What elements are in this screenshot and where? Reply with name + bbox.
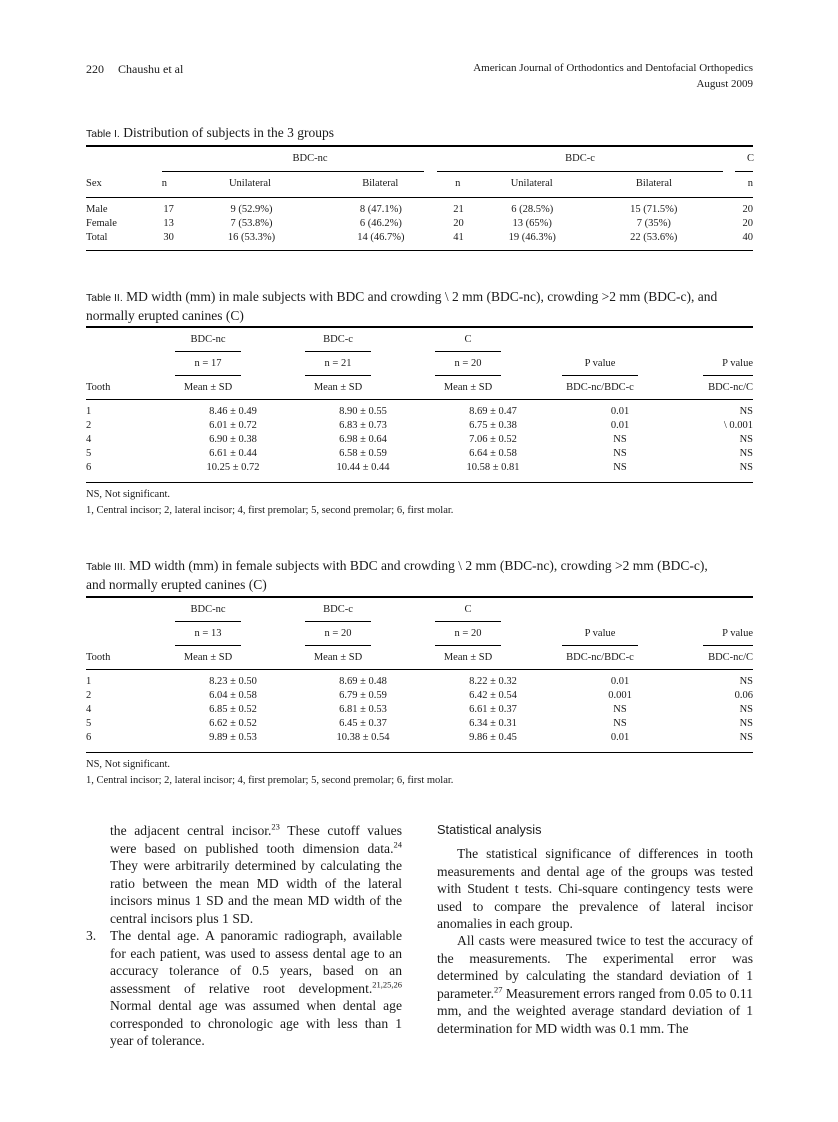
rule	[435, 351, 501, 352]
cell: 9 (52.9%)	[230, 204, 273, 215]
table-row	[82, 419, 757, 433]
text-run: All casts were measured twice to test the accuracy of the measurements. The experimental error was determined by calculating the standard deviation of 1 parameter.	[437, 933, 753, 1001]
table-row	[82, 231, 757, 245]
table3-group-bdcc: BDC-c	[323, 604, 353, 615]
cell: 20	[742, 218, 753, 229]
cell: 14 (46.7%)	[357, 232, 405, 243]
table3-tooth-head: Tooth	[86, 652, 111, 663]
cell: 4	[86, 434, 92, 445]
table1-caption	[86, 124, 334, 143]
table1-head-unilateral1: Unilateral	[228, 178, 271, 189]
cell: 6.64 ± 0.58	[469, 448, 517, 459]
citation: 24	[393, 838, 402, 849]
table-row	[82, 405, 757, 419]
table1-head-bilateral2: Bilateral	[635, 178, 673, 189]
table3-footnote-teeth: 1, Central incisor; 2, lateral incisor; 4, first premolar; 5, second premolar; 6, first molar.	[86, 775, 454, 786]
cell: 21	[453, 204, 464, 215]
table2-mean-head-3: Mean ± SD	[443, 382, 493, 393]
table2-group-bdcc: BDC-c	[323, 334, 353, 345]
table1-head-bilateral1: Bilateral	[362, 178, 399, 189]
table-row	[82, 703, 757, 717]
cell: 8.23 ± 0.50	[209, 676, 257, 687]
rule	[562, 375, 638, 376]
rule	[435, 645, 501, 646]
cell: 13 (65%)	[512, 218, 552, 229]
cell: 16 (53.3%)	[227, 232, 276, 243]
rule	[175, 375, 241, 376]
table1-group-c: C	[746, 153, 754, 164]
cell: NS	[739, 718, 753, 729]
cell: 8.22 ± 0.32	[469, 676, 517, 687]
table1-head-rule	[86, 197, 753, 198]
table2-n-c: n = 20	[454, 358, 482, 369]
table-row	[82, 731, 757, 745]
cell: 6.83 ± 0.73	[339, 420, 387, 431]
cell: 7.06 ± 0.52	[469, 434, 517, 445]
table3-top-rule	[86, 596, 753, 598]
table2-group-c: C	[464, 334, 472, 345]
cell: 9.89 ± 0.53	[209, 732, 257, 743]
list-number-3: 3.	[86, 928, 97, 943]
cell: 6	[86, 462, 92, 473]
table2-bottom-rule	[86, 482, 753, 483]
table3-head-rule	[86, 669, 753, 670]
text-run: These cutoff values were based on published tooth dimension data.	[110, 823, 402, 856]
table2-footnote-teeth: 1, Central incisor; 2, lateral incisor; 4, first premolar; 5, second premolar; 6, first molar.	[86, 505, 454, 516]
cell: 8.69 ± 0.48	[339, 676, 387, 687]
table1-title: Distribution of subjects in the 3 groups	[123, 125, 334, 140]
table2-top-rule	[86, 326, 753, 328]
cell: 6.42 ± 0.54	[469, 690, 517, 701]
table1-head-unilateral2: Unilateral	[510, 178, 553, 189]
page-number: 220	[86, 62, 104, 76]
table-row	[82, 217, 757, 231]
table-row	[82, 447, 757, 461]
cell: 6.34 ± 0.31	[469, 718, 517, 729]
cell: 6 (46.2%)	[359, 218, 402, 229]
cell: NS	[739, 732, 753, 743]
cell: NS	[739, 406, 753, 417]
rule	[175, 351, 241, 352]
text-run: Normal dental age was assumed when dental age corresponded to chronologic age with less than 1 year of tolerance.	[110, 998, 402, 1048]
table3-group-bdcnc: BDC-nc	[190, 604, 226, 615]
cell: 10.25 ± 0.72	[206, 462, 260, 473]
cell: Male	[86, 204, 108, 215]
cell: 6.45 ± 0.37	[339, 718, 387, 729]
table1-group-bdcnc: BDC-nc	[292, 153, 328, 164]
cell: NS	[613, 704, 627, 715]
table2-head-rule	[86, 399, 753, 400]
text-run: the adjacent central incisor.	[110, 823, 272, 838]
cell: 6.62 ± 0.52	[209, 718, 257, 729]
cell: 7 (35%)	[636, 218, 671, 229]
table3-mean-head-3: Mean ± SD	[443, 652, 493, 663]
cell: 20	[742, 204, 753, 215]
table1-head-sex: Sex	[86, 178, 102, 189]
table1-group-rule-3	[735, 171, 753, 172]
cell: NS	[613, 448, 627, 459]
table3-footnote-ns: NS, Not significant.	[86, 759, 170, 770]
table3-compare-head-1: BDC-nc/BDC-c	[566, 652, 634, 663]
cell: NS	[739, 462, 753, 473]
table-row	[82, 433, 757, 447]
cell: 8.46 ± 0.49	[209, 406, 257, 417]
rule	[175, 645, 241, 646]
table2-group-bdcnc: BDC-nc	[190, 334, 226, 345]
table2-body	[82, 405, 757, 475]
table3-label: Table III.	[86, 561, 126, 573]
table2-footnote-ns: NS, Not significant.	[86, 489, 170, 500]
cell: 30	[163, 232, 174, 243]
table1-head-n1: n	[161, 178, 167, 189]
cell: 13	[163, 218, 174, 229]
cell: 6.85 ± 0.52	[209, 704, 257, 715]
table2-tooth-head: Tooth	[86, 382, 111, 393]
cell: NS	[739, 434, 753, 445]
table3-mean-head-2: Mean ± SD	[313, 652, 363, 663]
rule	[562, 645, 638, 646]
table2-compare-head-2: BDC-nc/C	[708, 382, 753, 393]
running-date: August 2009	[696, 78, 753, 90]
rule	[435, 375, 501, 376]
cell: 17	[163, 204, 174, 215]
cell: 9.86 ± 0.45	[469, 732, 517, 743]
rule	[305, 351, 371, 352]
citation: 23	[271, 821, 280, 832]
text-run: The dental age. A panoramic radiograph, available for each patient, was used to assess dental age to an accuracy tolerance of 0.5 years, based on an assessment of relative root development.	[110, 928, 402, 996]
running-author: Chaushu et al	[118, 62, 184, 76]
cell: NS	[613, 434, 627, 445]
cell: 15 (71.5%)	[630, 204, 678, 215]
cell: 6.98 ± 0.64	[339, 434, 387, 445]
text-run: They were arbitrarily determined by calculating the ratio between the mean MD width of the lateral incisors minus 1 SD and the mean MD width of the central incisors plus 1 SD.	[110, 858, 402, 926]
table1-body	[82, 203, 757, 245]
table1-header-row	[82, 177, 757, 191]
cell: NS	[739, 448, 753, 459]
right-paragraph-1: The statistical significance of differences in tooth measurements and dental age of the groups was tested with Student t tests. Chi-square contingency tests were used to compare the prevalence of lateral incisor anomalies in each group.	[437, 846, 753, 931]
table3-pvalue-head-1: P value	[584, 628, 616, 639]
cell: \ 0.001	[723, 420, 753, 431]
cell: 10.38 ± 0.54	[336, 732, 390, 743]
rule	[305, 375, 371, 376]
table1-head-n2: n	[455, 178, 461, 189]
table3-pvalue-head-2: P value	[722, 628, 753, 639]
table-row	[82, 689, 757, 703]
cell: 6.61 ± 0.37	[469, 704, 517, 715]
cell: 6.01 ± 0.72	[209, 420, 257, 431]
cell: NS	[613, 462, 627, 473]
cell: NS	[739, 676, 753, 687]
cell: Female	[86, 218, 117, 229]
table1-label: Table I.	[86, 128, 120, 140]
cell: 6.61 ± 0.44	[209, 448, 257, 459]
cell: 1	[86, 406, 92, 417]
table-row	[82, 675, 757, 689]
table3-n-c: n = 20	[454, 628, 482, 639]
table3-caption	[86, 557, 753, 594]
table2-title-line2: normally erupted canines (C)	[86, 308, 244, 323]
rule	[305, 645, 371, 646]
cell: 8.90 ± 0.55	[339, 406, 387, 417]
cell: 5	[86, 448, 92, 459]
citation: 27	[493, 983, 503, 994]
cell: 0.01	[610, 420, 630, 431]
table1-group-bdcc: BDC-c	[565, 153, 595, 164]
right-paragraph-2	[437, 932, 753, 1037]
table3-title-line1: MD width (mm) in female subjects with BDC and crowding \ 2 mm (BDC-nc), crowding >2 mm (BDC-c),	[129, 558, 708, 573]
table-row	[82, 203, 757, 217]
cell: 0.01	[610, 732, 630, 743]
cell: 8.69 ± 0.47	[469, 406, 517, 417]
table-row	[82, 461, 757, 475]
cell: 7 (53.8%)	[230, 218, 273, 229]
cell: 10.44 ± 0.44	[336, 462, 390, 473]
cell: 6	[86, 732, 92, 743]
table2-compare-head-1: BDC-nc/BDC-c	[566, 382, 634, 393]
table3-compare-head-2: BDC-nc/C	[708, 652, 753, 663]
table3-n-bdcnc: n = 13	[194, 628, 222, 639]
cell: 41	[453, 232, 464, 243]
table1-group-rule-1	[162, 171, 424, 172]
table3-bottom-rule	[86, 752, 753, 753]
cell: 6 (28.5%)	[511, 204, 554, 215]
cell: 19 (46.3%)	[508, 232, 556, 243]
table1-group-rule-2	[437, 171, 723, 172]
table3-title-line2: and normally erupted canines (C)	[86, 577, 267, 592]
text-run: Measurement errors ranged from 0.05 to 0.11 mm, and the weighted average standard deviation of 1 determination for MD width was 0.1 mm. The	[437, 985, 754, 1036]
rule	[703, 375, 753, 376]
cell: 20	[453, 218, 464, 229]
table2-mean-head-1: Mean ± SD	[183, 382, 233, 393]
cell: 6.79 ± 0.59	[339, 690, 387, 701]
section-heading-statistical-analysis: Statistical analysis	[437, 822, 542, 837]
cell: 8 (47.1%)	[359, 204, 402, 215]
running-journal: American Journal of Orthodontics and Dentofacial Orthopedics	[473, 62, 753, 74]
table2-pvalue-head-1: P value	[584, 358, 616, 369]
cell: 2	[86, 420, 92, 431]
table1-bottom-rule	[86, 250, 753, 251]
table3-body	[82, 675, 757, 745]
table3-mean-head-1: Mean ± SD	[183, 652, 233, 663]
cell: 5	[86, 718, 92, 729]
table-row	[82, 717, 757, 731]
cell: 6.04 ± 0.58	[209, 690, 257, 701]
table2-pvalue-head-2: P value	[722, 358, 753, 369]
table1-head-n3: n	[747, 178, 753, 189]
cell: 1	[86, 676, 92, 687]
table1-top-rule	[86, 145, 753, 147]
table2-mean-head-2: Mean ± SD	[313, 382, 363, 393]
rule	[435, 621, 501, 622]
list-item-3	[110, 927, 402, 1050]
table3-group-c: C	[464, 604, 472, 615]
cell: 6.81 ± 0.53	[339, 704, 387, 715]
cell: 0.01	[610, 676, 630, 687]
cell: 0.001	[608, 690, 632, 701]
rule	[305, 621, 371, 622]
table1-head	[82, 177, 757, 191]
table3-n-bdcc: n = 20	[324, 628, 352, 639]
cell: NS	[613, 718, 627, 729]
cell: 4	[86, 704, 92, 715]
table2-n-bdcc: n = 21	[324, 358, 352, 369]
rule	[175, 621, 241, 622]
cell: 6.90 ± 0.38	[209, 434, 257, 445]
table2-n-bdcnc: n = 17	[194, 358, 222, 369]
table2-label: Table II.	[86, 292, 123, 304]
table2-title-line1: MD width (mm) in male subjects with BDC and crowding \ 2 mm (BDC-nc), crowding >2 mm (BDC-c), and	[126, 289, 718, 304]
cell: 0.01	[610, 406, 630, 417]
cell: 6.75 ± 0.38	[469, 420, 517, 431]
left-paragraph	[110, 822, 402, 927]
table2-caption	[86, 288, 753, 325]
cell: 40	[742, 232, 753, 243]
cell: Total	[86, 232, 108, 243]
rule	[703, 645, 753, 646]
citation: 21,25,26	[372, 978, 402, 989]
cell: 2	[86, 690, 92, 701]
cell: 10.58 ± 0.81	[466, 462, 520, 473]
cell: NS	[739, 704, 753, 715]
cell: 6.58 ± 0.59	[339, 448, 387, 459]
cell: 0.06	[734, 690, 753, 701]
cell: 22 (53.6%)	[630, 232, 678, 243]
